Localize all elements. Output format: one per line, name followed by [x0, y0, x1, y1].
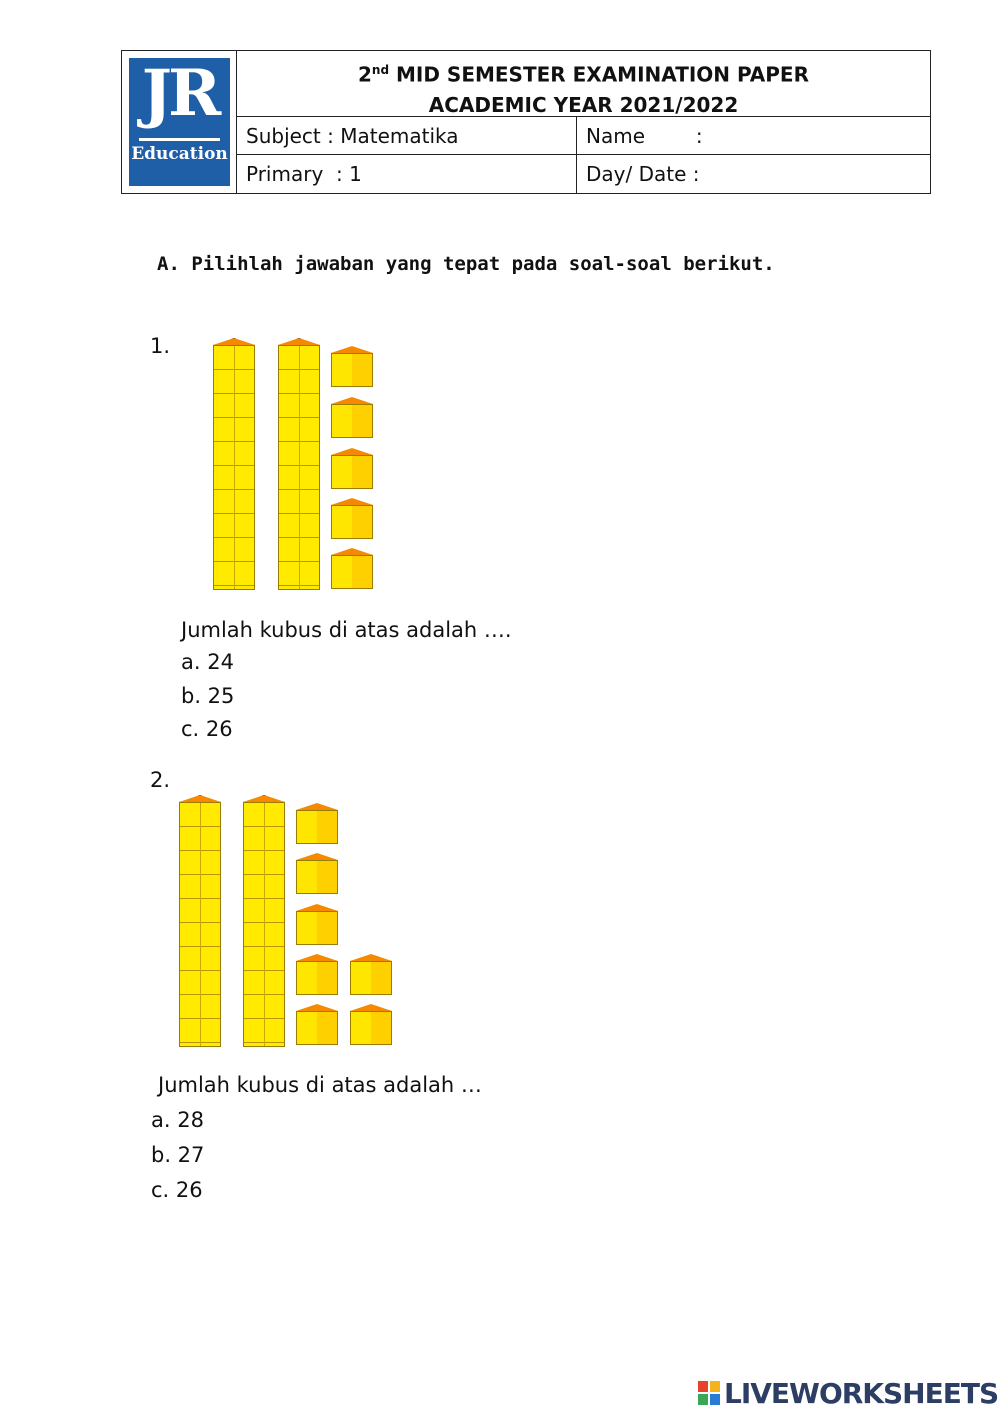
tens-rod	[278, 345, 320, 590]
title-ordinal-suffix: nd	[371, 63, 390, 77]
unit-cube	[296, 954, 338, 996]
question-1-number: 1.	[150, 334, 171, 358]
unit-cube	[296, 1004, 338, 1046]
logo-cell	[122, 51, 237, 193]
unit-cube	[331, 346, 373, 388]
exam-title-line1	[237, 55, 930, 90]
liveworksheets-logo-icon	[698, 1381, 720, 1405]
jr-education-logo	[129, 58, 230, 186]
question-2-number: 2.	[150, 768, 171, 792]
exam-title-line2: ACADEMIC YEAR 2021/2022	[428, 92, 739, 117]
unit-cube	[331, 548, 373, 590]
unit-cube	[331, 498, 373, 540]
unit-cube	[331, 397, 373, 439]
question-2-cubes-figure	[176, 795, 396, 1051]
logo-education-text: Education	[131, 144, 228, 164]
unit-cube	[350, 954, 392, 996]
name-field[interactable]: Name :	[577, 117, 930, 155]
exam-header-table	[121, 50, 931, 194]
unit-cube	[296, 904, 338, 946]
tens-rod	[179, 802, 221, 1047]
title-rest: MID SEMESTER EXAMINATION PAPER	[389, 62, 809, 87]
tens-rod	[243, 802, 285, 1047]
day-date-field[interactable]: Day/ Date :	[586, 162, 700, 186]
liveworksheets-brand-text: LIVEWORKSHEETS	[724, 1377, 999, 1410]
question-1-option-a[interactable]: a. 24	[181, 650, 234, 674]
unit-cube	[296, 803, 338, 845]
unit-cube	[296, 853, 338, 895]
exam-title	[237, 51, 930, 117]
question-2-option-b[interactable]: b. 27	[151, 1143, 205, 1167]
title-ordinal: 2	[357, 62, 372, 87]
subject-field: Subject : Matematika	[237, 117, 577, 155]
question-1-option-b[interactable]: b. 25	[181, 684, 235, 708]
unit-cube	[331, 448, 373, 490]
question-1-option-c[interactable]: c. 26	[181, 717, 233, 741]
tens-rod	[213, 345, 255, 590]
question-2-option-c[interactable]: c. 26	[151, 1178, 203, 1202]
logo-jr-text: JR	[141, 56, 218, 131]
section-a-instruction: A. Pilihlah jawaban yang tepat pada soal-soal berikut.	[157, 253, 775, 275]
question-1-cubes-figure	[210, 338, 380, 594]
question-1-text: Jumlah kubus di atas adalah ….	[181, 618, 512, 642]
logo-divider	[139, 138, 220, 141]
question-2-text: Jumlah kubus di atas adalah …	[158, 1073, 482, 1097]
unit-cube	[350, 1004, 392, 1046]
primary-field: Primary : 1	[237, 155, 577, 193]
question-2-option-a[interactable]: a. 28	[151, 1108, 204, 1132]
